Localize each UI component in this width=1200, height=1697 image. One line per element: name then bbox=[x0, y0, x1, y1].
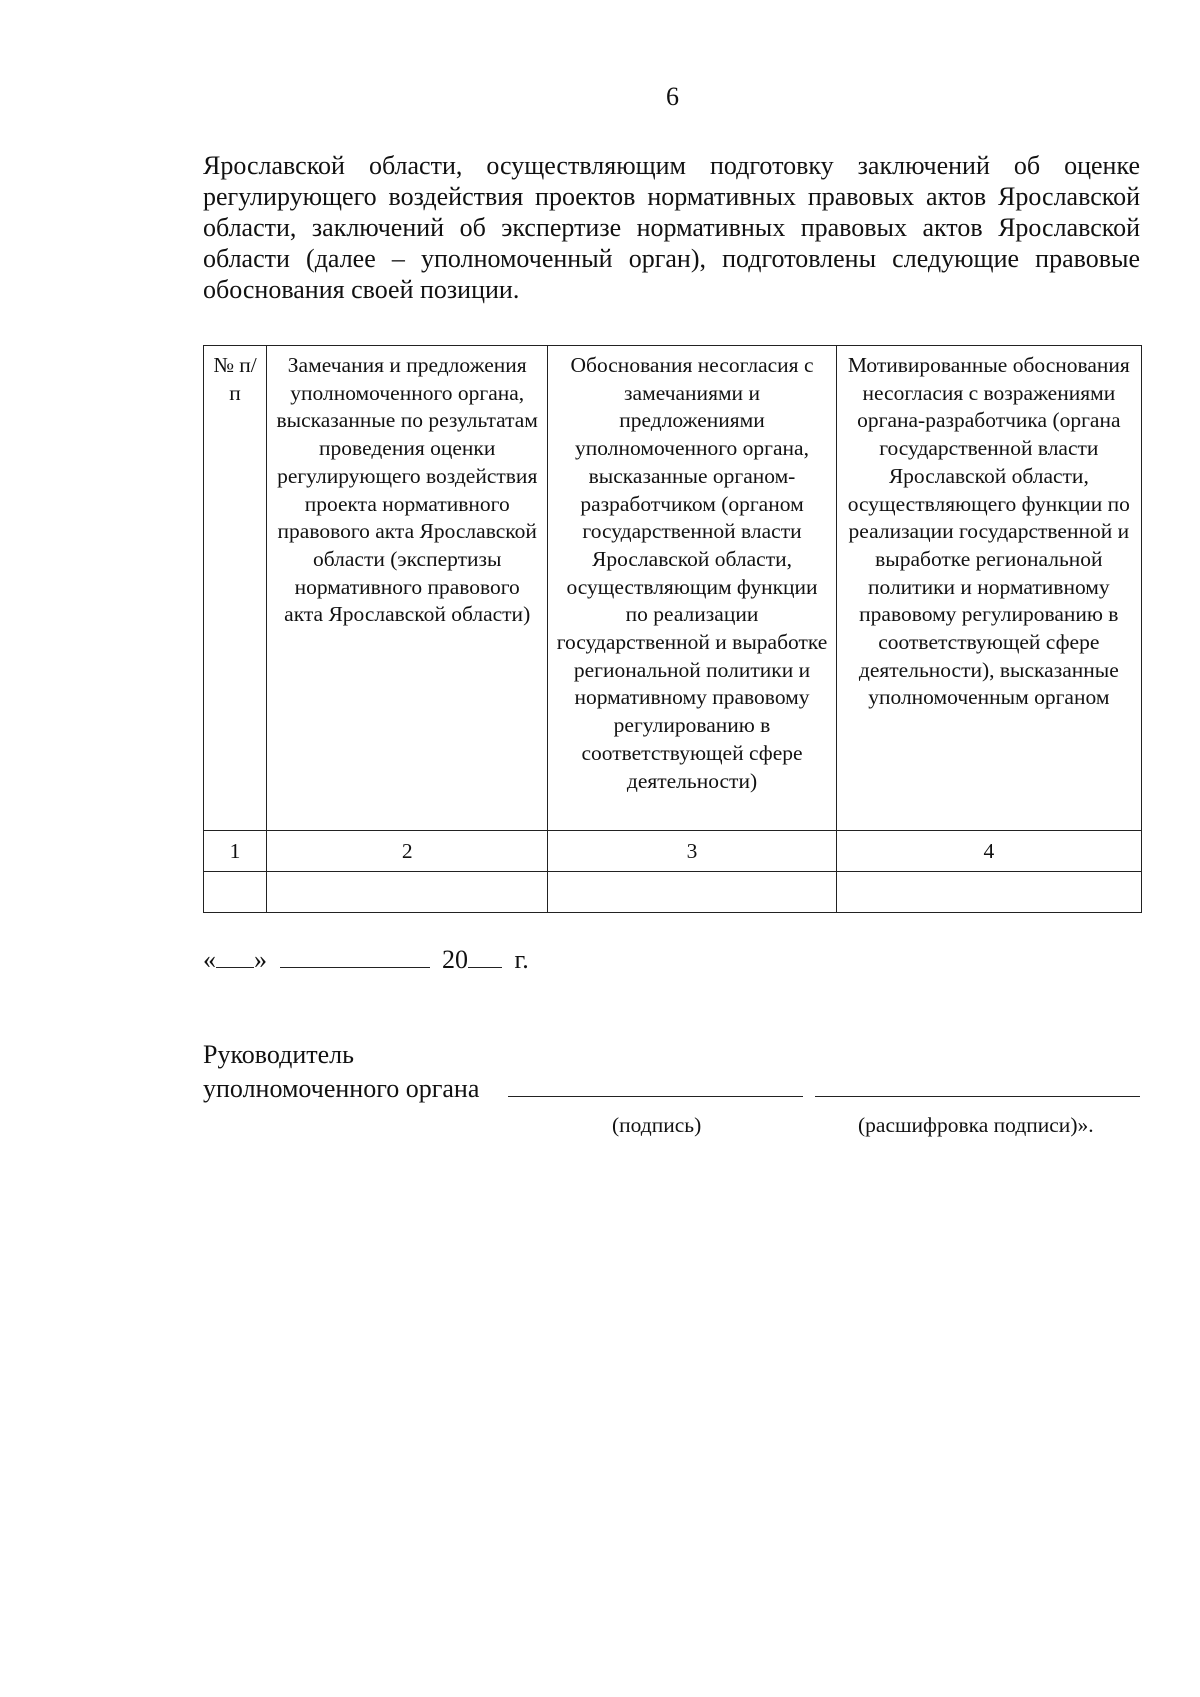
month-blank[interactable] bbox=[280, 945, 430, 968]
signature-title-row bbox=[203, 1072, 1140, 1106]
page-number: 6 bbox=[666, 82, 679, 111]
header-remarks: Замечания и предложения уполномоченного органа, высказанные по результатам проведения оценки регулирующего воздействия проекта нормативного правового акта Ярославской области (экспертизы нормативного правового акта Ярославской области) bbox=[267, 346, 548, 831]
signature-decode-caption: (расшифровка подписи)». bbox=[858, 1113, 1094, 1137]
close-quote: » bbox=[254, 945, 267, 974]
column-number-2: 2 bbox=[267, 831, 548, 872]
column-number-1: 1 bbox=[204, 831, 267, 872]
table-column-numbers-row bbox=[204, 831, 1142, 872]
year-prefix: 20 bbox=[442, 945, 468, 974]
signature-block bbox=[203, 1038, 1140, 1106]
positions-table bbox=[203, 345, 1142, 913]
signature-decode-field[interactable] bbox=[815, 1096, 1140, 1097]
date-line bbox=[203, 945, 529, 975]
table-row bbox=[204, 872, 1142, 913]
header-number: № п/п bbox=[204, 346, 267, 831]
signature-field[interactable] bbox=[508, 1096, 803, 1097]
day-blank[interactable] bbox=[216, 945, 254, 968]
header-motivated-objections: Мотивированные обоснования несогласия с возражениями органа-разработчика (органа государственной власти Ярославской области, осуществляющего функции по реализации государственной и выработке региональной политики и нормативному правовому регулированию в соответствующей сфере деятельности), высказанные уполномоченным органом bbox=[836, 346, 1141, 831]
year-blank[interactable] bbox=[468, 945, 502, 968]
signature-title-line1: Руководитель bbox=[203, 1040, 354, 1069]
open-quote: « bbox=[203, 945, 216, 974]
column-number-3: 3 bbox=[548, 831, 836, 872]
table-header-row bbox=[204, 346, 1142, 831]
empty-cell[interactable] bbox=[204, 872, 267, 913]
signature-caption: (подпись) bbox=[612, 1113, 702, 1137]
empty-cell[interactable] bbox=[548, 872, 836, 913]
column-number-4: 4 bbox=[836, 831, 1141, 872]
empty-cell[interactable] bbox=[836, 872, 1141, 913]
header-developer-objections: Обоснования несогласия с замечаниями и предложениями уполномоченного органа, высказанные органом-разработчиком (органом государственной власти Ярославской области, осуществляющим функции по реализации государственной и выработке региональной политики и нормативному правовому регулированию в соответствующей сфере деятельности) bbox=[548, 346, 836, 831]
empty-cell[interactable] bbox=[267, 872, 548, 913]
year-suffix: г. bbox=[514, 945, 529, 974]
intro-paragraph: Ярославской области, осуществляющим подготовку заключений об оценке регулирующего воздействия проектов нормативных правовых актов Ярославской области, заключений об экспертизе нормативных правовых актов Ярославской области (далее – уполномоченный орган), подготовлены следующие правовые обоснования своей позиции. bbox=[203, 151, 1140, 304]
signature-title-line2: уполномоченного органа bbox=[203, 1074, 480, 1103]
